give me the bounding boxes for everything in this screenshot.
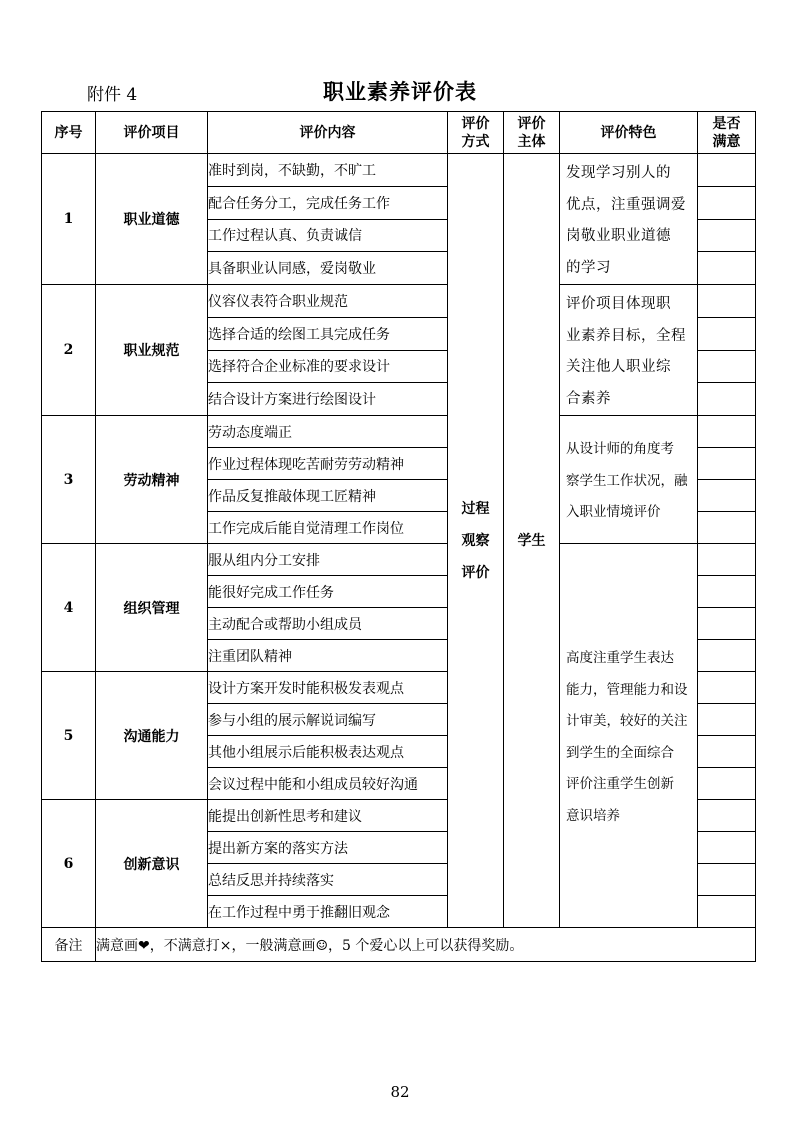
attachment-label: 附件 4 — [87, 85, 138, 105]
row-number: 6 — [42, 800, 96, 928]
evaluation-content: 参与小组的展示解说词编写 — [208, 704, 448, 736]
satisfaction-cell[interactable] — [698, 383, 756, 416]
table-row — [42, 285, 756, 318]
evaluation-subject: 学生 — [504, 154, 560, 928]
feature-line: 的学习 — [566, 259, 611, 276]
evaluation-feature — [560, 416, 698, 544]
evaluation-content: 设计方案开发时能积极发表观点 — [208, 672, 448, 704]
evaluation-content: 会议过程中能和小组成员较好沟通 — [208, 768, 448, 800]
satisfaction-cell[interactable] — [698, 154, 756, 187]
header-satisfied: 是否 满意 — [698, 112, 756, 154]
feature-line: 业素养目标，全程 — [566, 327, 686, 344]
feature-line: 评价项目体现职 — [566, 296, 671, 312]
evaluation-content: 总结反思并持续落实 — [208, 864, 448, 896]
page-title: 职业素养评价表 — [323, 79, 477, 104]
evaluation-content: 配合任务分工，完成任务工作 — [208, 186, 448, 219]
satisfaction-cell[interactable] — [698, 416, 756, 448]
satisfaction-cell[interactable] — [698, 832, 756, 864]
evaluation-feature — [560, 285, 698, 416]
evaluation-content: 注重团队精神 — [208, 640, 448, 672]
satisfaction-cell[interactable] — [698, 864, 756, 896]
feature-line: 岗敬业职业道德 — [566, 228, 671, 244]
evaluation-content: 能提出创新性思考和建议 — [208, 800, 448, 832]
row-number: 2 — [42, 285, 96, 416]
satisfaction-cell[interactable] — [698, 576, 756, 608]
evaluation-content: 具备职业认同感，爱岗敬业 — [208, 252, 448, 285]
satisfaction-cell[interactable] — [698, 640, 756, 672]
satisfaction-cell[interactable] — [698, 512, 756, 544]
satisfaction-cell[interactable] — [698, 544, 756, 576]
evaluation-content: 主动配合或帮助小组成员 — [208, 608, 448, 640]
satisfaction-cell[interactable] — [698, 317, 756, 350]
satisfaction-cell[interactable] — [698, 800, 756, 832]
evaluation-method: 过程 观察 评价 — [448, 154, 504, 928]
evaluation-item: 创新意识 — [96, 800, 208, 928]
feature-line: 优点，注重强调爱 — [566, 196, 686, 213]
feature-line: 察学生工作状况，融 — [566, 472, 688, 489]
satisfaction-cell[interactable] — [698, 608, 756, 640]
satisfaction-cell[interactable] — [698, 736, 756, 768]
header-row — [42, 112, 756, 154]
evaluation-feature — [560, 154, 698, 285]
evaluation-content: 工作完成后能自觉清理工作岗位 — [208, 512, 448, 544]
evaluation-content: 在工作过程中勇于推翻旧观念 — [208, 896, 448, 928]
evaluation-content: 结合设计方案进行绘图设计 — [208, 383, 448, 416]
satisfaction-cell[interactable] — [698, 480, 756, 512]
evaluation-content: 提出新方案的落实方法 — [208, 832, 448, 864]
header-no: 序号 — [42, 112, 96, 154]
note-text: 满意画❤，不满意打×，一般满意画☺，5 个爱心以上可以获得奖励。 — [96, 928, 756, 962]
evaluation-item: 职业道德 — [96, 154, 208, 285]
evaluation-content: 准时到岗，不缺勤，不旷工 — [208, 154, 448, 187]
evaluation-content: 劳动态度端正 — [208, 416, 448, 448]
feature-line: 评价注重学生创新 — [566, 776, 674, 792]
evaluation-feature — [560, 544, 698, 928]
page-number: 82 — [390, 1083, 410, 1101]
evaluation-content: 工作过程认真、负责诚信 — [208, 219, 448, 252]
satisfaction-cell[interactable] — [698, 186, 756, 219]
row-number: 5 — [42, 672, 96, 800]
note-label: 备注 — [42, 928, 96, 962]
feature-line: 从设计师的角度考 — [566, 441, 674, 458]
feature-line: 高度注重学生表达 — [566, 650, 674, 666]
evaluation-content: 选择符合企业标准的要求设计 — [208, 350, 448, 383]
satisfaction-cell[interactable] — [698, 704, 756, 736]
row-number: 1 — [42, 154, 96, 285]
row-number: 4 — [42, 544, 96, 672]
satisfaction-cell[interactable] — [698, 219, 756, 252]
satisfaction-cell[interactable] — [698, 768, 756, 800]
feature-line: 能力，管理能力和设 — [566, 681, 688, 698]
satisfaction-cell[interactable] — [698, 896, 756, 928]
evaluation-content: 作品反复推敲体现工匠精神 — [208, 480, 448, 512]
feature-line: 发现学习别人的 — [566, 165, 671, 181]
header-method: 评价 方式 — [448, 112, 504, 154]
evaluation-item: 沟通能力 — [96, 672, 208, 800]
evaluation-table — [41, 111, 756, 962]
table-row — [42, 544, 756, 576]
header-feature: 评价特色 — [560, 112, 698, 154]
evaluation-content: 服从组内分工安排 — [208, 544, 448, 576]
evaluation-item: 劳动精神 — [96, 416, 208, 544]
feature-line: 意识培养 — [566, 807, 620, 824]
header-content: 评价内容 — [208, 112, 448, 154]
note-row — [42, 928, 756, 962]
table-row — [42, 154, 756, 187]
feature-line: 合素养 — [566, 390, 611, 407]
evaluation-content: 能很好完成工作任务 — [208, 576, 448, 608]
evaluation-item: 职业规范 — [96, 285, 208, 416]
satisfaction-cell[interactable] — [698, 252, 756, 285]
header-item: 评价项目 — [96, 112, 208, 154]
feature-line: 计审美，较好的关注 — [566, 713, 688, 729]
header-subject: 评价 主体 — [504, 112, 560, 154]
evaluation-content: 其他小组展示后能积极表达观点 — [208, 736, 448, 768]
feature-line: 入职业情境评价 — [566, 504, 661, 521]
satisfaction-cell[interactable] — [698, 672, 756, 704]
evaluation-content: 仪容仪表符合职业规范 — [208, 285, 448, 318]
evaluation-content: 选择合适的绘图工具完成任务 — [208, 317, 448, 350]
evaluation-content: 作业过程体现吃苦耐劳劳动精神 — [208, 448, 448, 480]
satisfaction-cell[interactable] — [698, 350, 756, 383]
row-number: 3 — [42, 416, 96, 544]
evaluation-item: 组织管理 — [96, 544, 208, 672]
table-row — [42, 416, 756, 448]
feature-line: 到学生的全面综合 — [566, 744, 674, 761]
satisfaction-cell[interactable] — [698, 285, 756, 318]
feature-line: 关注他人职业综 — [566, 359, 671, 375]
satisfaction-cell[interactable] — [698, 448, 756, 480]
